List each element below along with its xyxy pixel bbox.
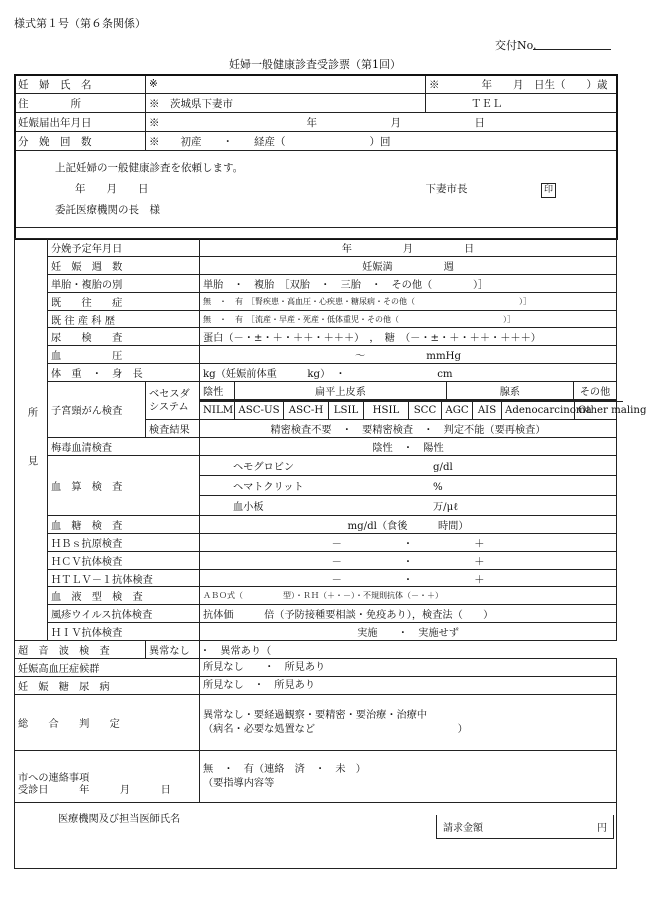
row-label: 単胎・複胎の別 <box>51 279 123 291</box>
row-label: 超 音 波 検 査 <box>18 646 110 658</box>
judgement-line1: 異常なし・要経過観察・要精密・要治療・治療中 <box>203 709 428 721</box>
bethesda-cell <box>146 382 200 420</box>
hypertension-value: 所見なし ・ 所見あり <box>203 661 326 673</box>
row-value: － ・ ＋ <box>331 556 485 568</box>
row-label-cell <box>15 641 146 659</box>
row-value-field[interactable] <box>200 256 617 274</box>
request-text: 上記妊婦の一般健康診査を依頼します。 <box>55 161 244 174</box>
yen-label: 円 <box>597 823 607 834</box>
birth-count-field[interactable]: ※ 初産 ・ 経産（ ）回 <box>146 132 617 151</box>
cancer-cell-option[interactable]: AIS <box>473 402 502 420</box>
row-value: 妊娠満 週 <box>362 261 454 273</box>
row-label-cell <box>48 515 200 533</box>
result-label: 検査結果 <box>149 425 190 437</box>
row-label-cell <box>48 256 200 274</box>
cancer-cell-option[interactable]: AGC <box>442 402 473 420</box>
blood-item-unit: g/dl <box>433 461 453 473</box>
syphilis-label: 梅毒血清検査 <box>51 442 113 454</box>
row-label-cell <box>48 605 200 623</box>
tel-field[interactable]: ＴＥＬ <box>426 94 617 113</box>
request-date: 年 月 日 <box>75 182 149 195</box>
judgement-label: 総 合 判 定 <box>18 719 120 731</box>
diabetes-field[interactable] <box>200 677 617 695</box>
hypertension-field[interactable] <box>200 659 617 677</box>
pregnancy-date-field[interactable]: ※ 年 月 日 <box>146 113 617 132</box>
birth-count-label: 分 娩 回 数 <box>15 132 146 151</box>
blood-item-field[interactable] <box>200 475 617 495</box>
syphilis-field[interactable] <box>200 438 617 456</box>
row-label-cell <box>48 364 200 382</box>
row-label: 風疹ウイルス抗体検査 <box>51 610 153 622</box>
bill-label: 請求金額 <box>443 823 483 834</box>
cancer-grid <box>200 382 617 401</box>
row-value-field[interactable] <box>200 623 617 641</box>
address-field[interactable]: ※ 茨城県下妻市 <box>146 94 426 113</box>
form-number: 様式第１号（第６条関係） <box>14 17 146 30</box>
diabetes-label: 妊 娠 糖 尿 病 <box>18 682 110 694</box>
cancer-cell-option[interactable]: ASC-H <box>284 402 329 420</box>
row-label: 分娩予定年月日 <box>51 243 123 255</box>
blood-item-label: ヘマトクリット <box>233 481 304 493</box>
cancer-cell-option[interactable]: LSIL <box>329 402 364 420</box>
form-title: 妊婦一般健康診査受診票（第1回） <box>229 58 401 71</box>
blood-item-label: ヘモグロビン <box>233 461 295 473</box>
bethesda-label: ベセスダシステム <box>149 388 190 413</box>
syphilis-value: 陰性 ・ 陽性 <box>372 442 444 454</box>
judgement-label-cell <box>15 695 200 751</box>
row-value: 実施 ・ 実施せず <box>357 628 459 640</box>
mayor-label: 下妻市長 <box>425 182 468 195</box>
row-label-cell <box>48 533 200 551</box>
cancer-cells <box>200 401 646 420</box>
judgement-field[interactable] <box>200 695 617 751</box>
row-label: ＨＴＬＶ－１抗体検査 <box>51 574 153 586</box>
row-label-cell <box>48 346 200 364</box>
hypertension-label: 妊娠高血圧症候群 <box>18 664 100 676</box>
doctor-label: 医療機関及び担当医師氏名 <box>58 814 181 826</box>
glandular-header: 腺系 <box>446 382 573 400</box>
blood-item-unit: 万/μℓ <box>433 501 459 513</box>
cancer-cell-option[interactable]: NILM <box>200 402 235 420</box>
row-value: 無 ・ 有 ［腎疾患・高血圧・心疾患・糖尿病・その他（ ）］ <box>203 296 531 306</box>
request-addressee: 委託医療機関の長 様 <box>55 203 160 216</box>
row-value-field[interactable] <box>200 587 617 605</box>
row-label-cell <box>48 310 200 328</box>
row-label: 妊 娠 週 数 <box>51 261 123 273</box>
row-label: 既 往 症 <box>51 297 123 309</box>
row-value-field[interactable] <box>200 533 617 551</box>
row-value-field[interactable] <box>200 328 617 346</box>
request-block <box>15 151 617 228</box>
other-header: その他 <box>574 382 617 400</box>
diabetes-label-cell <box>15 677 200 695</box>
cancer-cell-option[interactable]: HSIL <box>364 402 409 420</box>
row-label: 体 重 ・ 身 長 <box>51 369 143 381</box>
neg-header: 陰性 <box>200 382 235 400</box>
row-value: ～ mmHg <box>354 351 462 363</box>
row-label-cell <box>48 551 200 569</box>
row-value-field[interactable] <box>200 605 617 623</box>
birthdate-field[interactable]: ※ 年 月 日生（ ）歳 <box>426 75 617 94</box>
row-value-field[interactable] <box>200 364 617 382</box>
row-value-field[interactable] <box>200 239 617 257</box>
row-value-field[interactable] <box>200 515 617 533</box>
cancer-cell-option[interactable]: ASC-US <box>235 402 284 420</box>
row-value: 異常なし ・ 異常あり（ <box>149 646 272 658</box>
row-value-field[interactable] <box>200 346 617 364</box>
row-value: mg/dl（食後 時間） <box>347 520 469 532</box>
issue-number-line <box>533 49 611 50</box>
name-field[interactable]: ※ <box>146 75 426 94</box>
blood-count-label: 血 算 検 査 <box>51 481 123 493</box>
row-label-cell <box>48 239 200 257</box>
row-label: ＨＩＶ抗体検査 <box>51 628 123 640</box>
patient-info-table <box>14 74 617 228</box>
squamous-header: 扁平上皮系 <box>235 382 447 400</box>
row-label: 血 糖 検 査 <box>51 520 123 532</box>
name-label: 妊 婦 氏 名 <box>15 75 146 94</box>
contact-line2: （要指導内容等 <box>203 777 275 789</box>
row-value: kg（妊娠前体重 kg） ・ cm <box>203 369 453 381</box>
row-label-cell <box>48 569 200 587</box>
visit-date: 受診日 年 月 日 <box>18 785 171 797</box>
judgement-line2: （病名・必要な処置など ） <box>203 723 468 735</box>
row-value: 単胎 ・ 複胎 ［双胎 ・ 三胎 ・ その他（ ）］ <box>203 279 489 291</box>
pregnancy-date-label: 妊娠届出年月日 <box>15 113 146 132</box>
issue-number-label: 交付No. <box>495 39 537 52</box>
row-value-field[interactable] <box>200 569 617 587</box>
blood-count-label-cell <box>48 455 200 515</box>
row-value: 蛋白（－・±・＋・＋＋・＋＋＋） ， 糖 （－・±・＋・＋＋・＋＋＋） <box>203 333 541 345</box>
contact-line1: 無 ・ 有（連絡 済 ・ 未 ） <box>203 763 366 775</box>
cancer-label-cell <box>48 382 146 438</box>
findings-table <box>14 238 646 869</box>
blood-item-label: 血小板 <box>233 501 264 513</box>
diabetes-value: 所見なし ・ 所見あり <box>203 679 316 691</box>
contact-label: 市への連絡事項 <box>18 773 90 785</box>
row-label-cell <box>48 328 200 346</box>
row-label-cell <box>48 274 200 292</box>
row-value-field[interactable] <box>200 551 617 569</box>
row-label: 血 圧 <box>51 351 123 363</box>
findings-section <box>15 239 48 641</box>
row-value-field[interactable] <box>200 274 617 292</box>
row-label: ＨＣＶ抗体検査 <box>51 556 123 568</box>
hypertension-label-cell <box>15 659 200 677</box>
cancer-label: 子宮頸がん検査 <box>51 406 123 418</box>
cancer-cell-option[interactable]: Other maling <box>575 402 624 420</box>
bill-box[interactable] <box>436 815 614 839</box>
row-label: ＨＢｓ抗原検査 <box>51 538 123 550</box>
result-value: 精密検査不要 ・ 要精密検査 ・ 判定不能（要再検査） <box>270 425 546 437</box>
cancer-cell-option[interactable]: Adenocarcinoma <box>502 402 575 420</box>
result-field[interactable] <box>200 420 617 438</box>
row-label-cell <box>48 292 200 310</box>
row-value: 抗体価 倍（予防接種要相談・免疫あり），検査法（ ） <box>203 610 494 622</box>
result-label-cell <box>146 420 200 438</box>
row-label-cell <box>48 623 200 641</box>
row-value-field[interactable] <box>146 641 272 659</box>
row-value: ＡＢＯ式（ 型）・ＲＨ（＋・－）・不規則抗体（－・＋） <box>203 591 443 601</box>
syphilis-label-cell <box>48 438 200 456</box>
cancer-cell-option[interactable]: SCC <box>409 402 442 420</box>
row-label: 血 液 型 検 査 <box>51 592 143 604</box>
seal-mark: 印 <box>541 183 556 198</box>
row-value: － ・ ＋ <box>331 538 485 550</box>
row-value: 年 月 日 <box>341 243 475 255</box>
blood-item-field[interactable] <box>200 495 617 515</box>
findings-section-label: 所 見 <box>25 407 37 472</box>
row-value: － ・ ＋ <box>331 574 485 586</box>
blood-item-field[interactable] <box>200 455 617 475</box>
row-label-cell <box>48 587 200 605</box>
address-label: 住 所 <box>15 94 146 113</box>
row-label: 尿 検 査 <box>51 333 123 345</box>
row-value: 無 ・ 有 ［流産・早産・死産・低体重児・その他（ ）］ <box>203 314 515 324</box>
blood-item-unit: % <box>433 481 443 493</box>
row-value-field[interactable] <box>200 292 617 310</box>
row-value-field[interactable] <box>200 310 617 328</box>
row-label: 既 往 産 科 歴 <box>51 315 115 327</box>
